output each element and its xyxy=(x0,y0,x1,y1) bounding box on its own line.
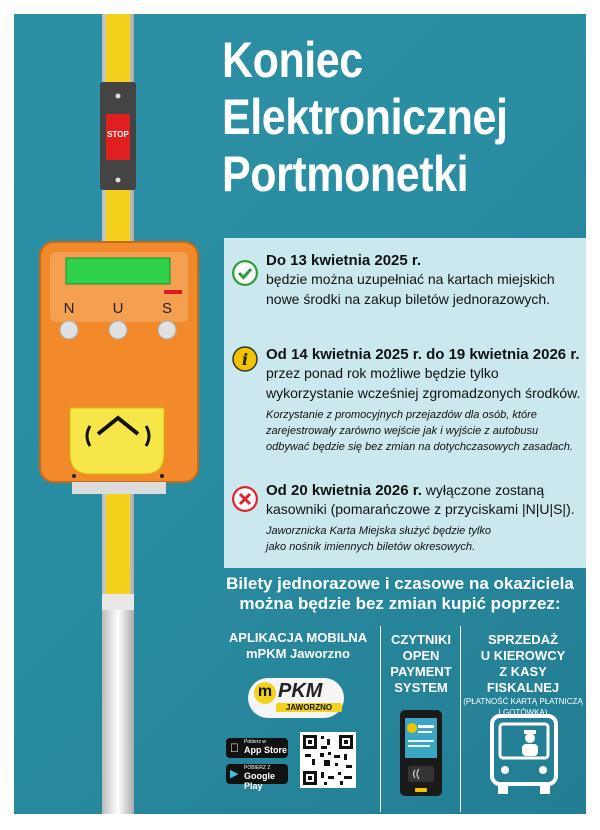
info-box xyxy=(224,238,586,568)
entry-3-heading-row xyxy=(266,482,575,499)
entry-2-line-1: przez ponad rok możliwe będzie tylko xyxy=(266,365,499,381)
validator-button-u: U xyxy=(112,300,124,317)
qr-code xyxy=(300,732,356,788)
title-line-2: Elektronicznej xyxy=(222,89,508,145)
entry-1-line-2: nowe środki na zakup biletów jednorazowych. xyxy=(266,291,551,307)
reader-l1: CZYTNIKI xyxy=(391,632,451,647)
check-icon xyxy=(232,260,258,286)
entry-3-note xyxy=(266,523,575,555)
app-title-1: APLIKACJA MOBILNA xyxy=(228,630,368,645)
entry-1-line-1: będzie można uzupełniać na kartach miejskich xyxy=(266,271,555,287)
app-store-label: App Store xyxy=(244,745,288,755)
title-line-3: Portmonetki xyxy=(222,146,469,202)
driver-l1: SPRZEDAŻ xyxy=(487,632,559,647)
entry-1-heading: Do 13 kwietnia 2025 r. xyxy=(266,252,422,269)
entry-3-heading: Od 20 kwietnia 2026 r. xyxy=(266,482,422,499)
reader-l3: PAYMENT xyxy=(390,664,452,679)
entry-3-note-1: Jaworznicka Karta Miejska służyć będzie tylko xyxy=(266,525,491,537)
app-store-badge[interactable] xyxy=(226,738,288,758)
cross-icon xyxy=(232,486,258,512)
app-store-small: Pobierz w xyxy=(244,739,266,745)
google-play-label: Google Play xyxy=(244,771,275,791)
app-title-2: mPKM Jaworzno xyxy=(245,646,350,661)
entry-3 xyxy=(266,482,575,555)
entry-3-line-1: kasowniki (pomarańczowe z przyciskami |N|U|S|). xyxy=(266,501,575,517)
driver-heading xyxy=(462,632,584,718)
app-heading xyxy=(218,630,378,662)
apple-icon xyxy=(230,741,239,755)
driver-l2: U KIEROWCY xyxy=(480,648,566,663)
entry-1 xyxy=(266,252,555,309)
purchase-heading-1: Bilety jednorazowe i czasowe na okaziciela xyxy=(226,574,574,593)
mpkm-logo-pkm: PKM xyxy=(278,680,323,702)
page-title xyxy=(222,32,508,203)
entry-2-note-2: zarejestrowały zarówno wejście jak i wyjście z autobusu xyxy=(266,425,539,437)
stop-label: STOP xyxy=(107,130,129,139)
bus-icon xyxy=(488,712,560,796)
driver-note-1: (PŁATNOŚĆ KARTĄ PŁATNICZĄ xyxy=(463,697,583,706)
mpkm-logo-m: m xyxy=(254,682,276,704)
divider-2 xyxy=(460,626,461,812)
play-icon: ▶ xyxy=(230,768,239,780)
entry-2-line-2: wykorzystanie wcześniej zgromadzonych środków. xyxy=(266,385,581,401)
divider-1 xyxy=(380,626,381,812)
mpkm-logo-city: JAWORZNO xyxy=(276,703,342,712)
reader-l4: SYSTEM xyxy=(394,680,448,695)
driver-l3: Z KASY FISKALNEJ xyxy=(486,664,560,695)
driver-note-2: I GOTÓWKĄ) xyxy=(498,708,548,717)
validator-button-n: N xyxy=(63,300,75,317)
purchase-heading xyxy=(214,574,586,614)
svg-text:i: i xyxy=(241,350,249,369)
entry-3-heading-rest: wyłączone zostaną xyxy=(421,482,545,498)
google-play-small: POBIERZ Z xyxy=(244,765,271,771)
payment-reader-icon xyxy=(398,708,444,798)
mpkm-logo xyxy=(248,678,344,718)
poster xyxy=(14,14,586,814)
info-icon xyxy=(232,346,258,372)
entry-2-note xyxy=(266,407,580,455)
entry-3-note-2: jako nośnik imiennych biletów okresowych. xyxy=(266,541,476,553)
entry-2 xyxy=(266,346,580,455)
entry-2-note-1: Korzystanie z promocyjnych przejazdów dla osób, które xyxy=(266,409,537,421)
reader-heading xyxy=(384,632,458,696)
title-line-1: Koniec xyxy=(222,32,363,88)
validator-button-s: S xyxy=(161,300,172,317)
entry-2-heading: Od 14 kwietnia 2025 r. do 19 kwietnia 2026 r. xyxy=(266,346,580,363)
reader-l2: OPEN xyxy=(402,648,440,663)
purchase-heading-2: można będzie bez zmian kupić poprzez: xyxy=(239,594,561,613)
google-play-badge[interactable] xyxy=(226,764,288,791)
entry-2-note-3: odbywać będzie się bez zmian na dotychczasowych zasadach. xyxy=(266,441,573,453)
